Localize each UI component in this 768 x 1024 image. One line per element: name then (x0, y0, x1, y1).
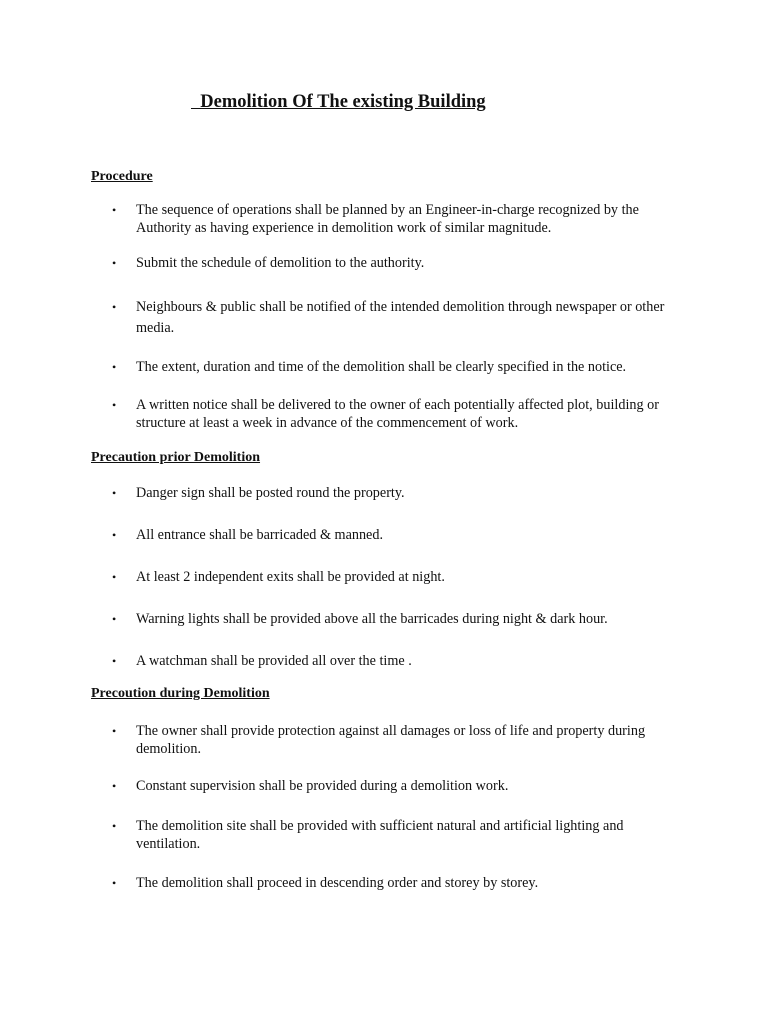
bullet-icon: • (112, 398, 117, 412)
list-item (112, 297, 682, 339)
section-heading-procedure: Procedure (91, 169, 153, 184)
list-item-text: A written notice shall be delivered to the owner of each potentially affected plot, building or structure at least a week in advance of the commencement of work. (136, 397, 659, 431)
list-item-text: All entrance shall be barricaded & manned. (136, 527, 383, 543)
list-item-text: Warning lights shall be provided above all the barricades during night & dark hour. (136, 611, 608, 627)
bullet-icon: • (112, 528, 117, 542)
bullet-icon: • (112, 779, 117, 793)
list-item (112, 778, 682, 796)
bullet-icon: • (112, 724, 117, 738)
list-item (112, 723, 682, 758)
list-item-text: Submit the schedule of demolition to the authority. (136, 255, 425, 271)
bullet-icon: • (112, 300, 117, 314)
bullet-icon: • (112, 819, 117, 833)
list-item (112, 255, 682, 273)
list-item-text: The demolition site shall be provided with sufficient natural and artificial lighting and ventilation. (136, 818, 624, 852)
list-item-text: The extent, duration and time of the demolition shall be clearly specified in the notice. (136, 359, 627, 375)
bullet-icon: • (112, 203, 117, 217)
list-item-text: The owner shall provide protection against all damages or loss of life and property during demolition. (136, 723, 646, 757)
list-item (112, 653, 682, 671)
bullet-icon: • (112, 570, 117, 584)
list-item-text: Danger sign shall be posted round the property. (136, 485, 405, 501)
document-title: Demolition Of The existing Building (191, 92, 486, 112)
list-item (112, 397, 682, 432)
list-item-text: The demolition shall proceed in descending order and storey by storey. (136, 875, 539, 891)
list-item-text: Neighbours & public shall be notified of the intended demolition through newspaper or other media. (136, 299, 665, 336)
bullet-icon: • (112, 876, 117, 890)
list-item (112, 527, 682, 545)
list-item-text: At least 2 independent exits shall be provided at night. (136, 569, 445, 585)
list-item (112, 818, 682, 853)
bullet-icon: • (112, 256, 117, 270)
bullet-icon: • (112, 612, 117, 626)
bullet-icon: • (112, 360, 117, 374)
list-item (112, 569, 682, 587)
list-item (112, 611, 682, 629)
list-item (112, 875, 682, 893)
list-item-text: Constant supervision shall be provided during a demolition work. (136, 778, 509, 794)
list-item (112, 202, 682, 237)
bullet-icon: • (112, 486, 117, 500)
section-heading-precaution-prior: Precaution prior Demolition (91, 450, 261, 465)
section-heading-precoution-during: Precoution during Demolition (91, 686, 270, 701)
bullet-icon: • (112, 654, 117, 668)
list-item-text: The sequence of operations shall be planned by an Engineer-in-charge recognized by the Authority as having experience in demolition work of similar magnitude. (136, 202, 639, 236)
list-item-text: A watchman shall be provided all over the time . (136, 653, 412, 669)
list-item (112, 485, 682, 503)
list-item (112, 359, 682, 377)
